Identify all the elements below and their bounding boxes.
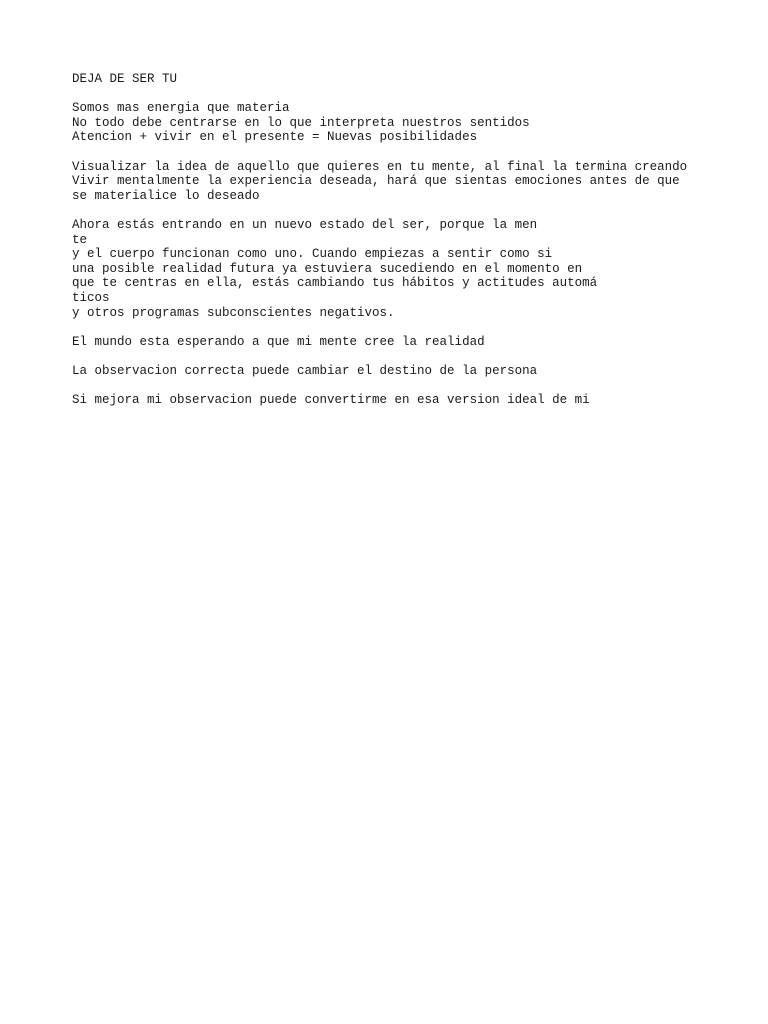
text-line: se materialice lo deseado (72, 188, 260, 203)
blank-line (72, 320, 752, 335)
blank-line (72, 203, 752, 218)
text-line: te (72, 232, 88, 247)
document-title: DEJA DE SER TU (72, 72, 178, 86)
text-line: y otros programas subconscientes negativos. (72, 305, 395, 320)
text-line: No todo debe centrarse en lo que interpreta nuestros sentidos (72, 115, 530, 130)
text-line: una posible realidad futura ya estuviera sucediendo en el momento en (72, 261, 583, 276)
text-line: El mundo esta esperando a que mi mente cree la realidad (72, 334, 485, 349)
blank-line (72, 378, 752, 393)
text-line: ticos (72, 290, 110, 305)
text-line: Vivir mentalmente la experiencia deseada, hará que sientas emociones antes de que (72, 174, 680, 189)
text-line: y el cuerpo funcionan como uno. Cuando empiezas a sentir como si (72, 247, 553, 262)
blank-line (72, 145, 752, 160)
text-line: La observacion correcta puede cambiar el destino de la persona (72, 363, 538, 378)
blank-line (72, 87, 752, 102)
text-line: Atencion + vivir en el presente = Nuevas posibilidades (72, 130, 478, 145)
text-line: que te centras en ella, estás cambiando tus hábitos y actitudes automá (72, 276, 598, 291)
text-line: Visualizar la idea de aquello que quieres en tu mente, al final la termina creando (72, 159, 688, 174)
text-line: Si mejora mi observacion puede convertirme en esa version ideal de mi (72, 393, 590, 408)
document-page (72, 72, 752, 408)
text-line: Ahora estás entrando en un nuevo estado del ser, porque la men (72, 217, 538, 232)
blank-line (72, 349, 752, 364)
text-line: Somos mas energia que materia (72, 101, 290, 116)
